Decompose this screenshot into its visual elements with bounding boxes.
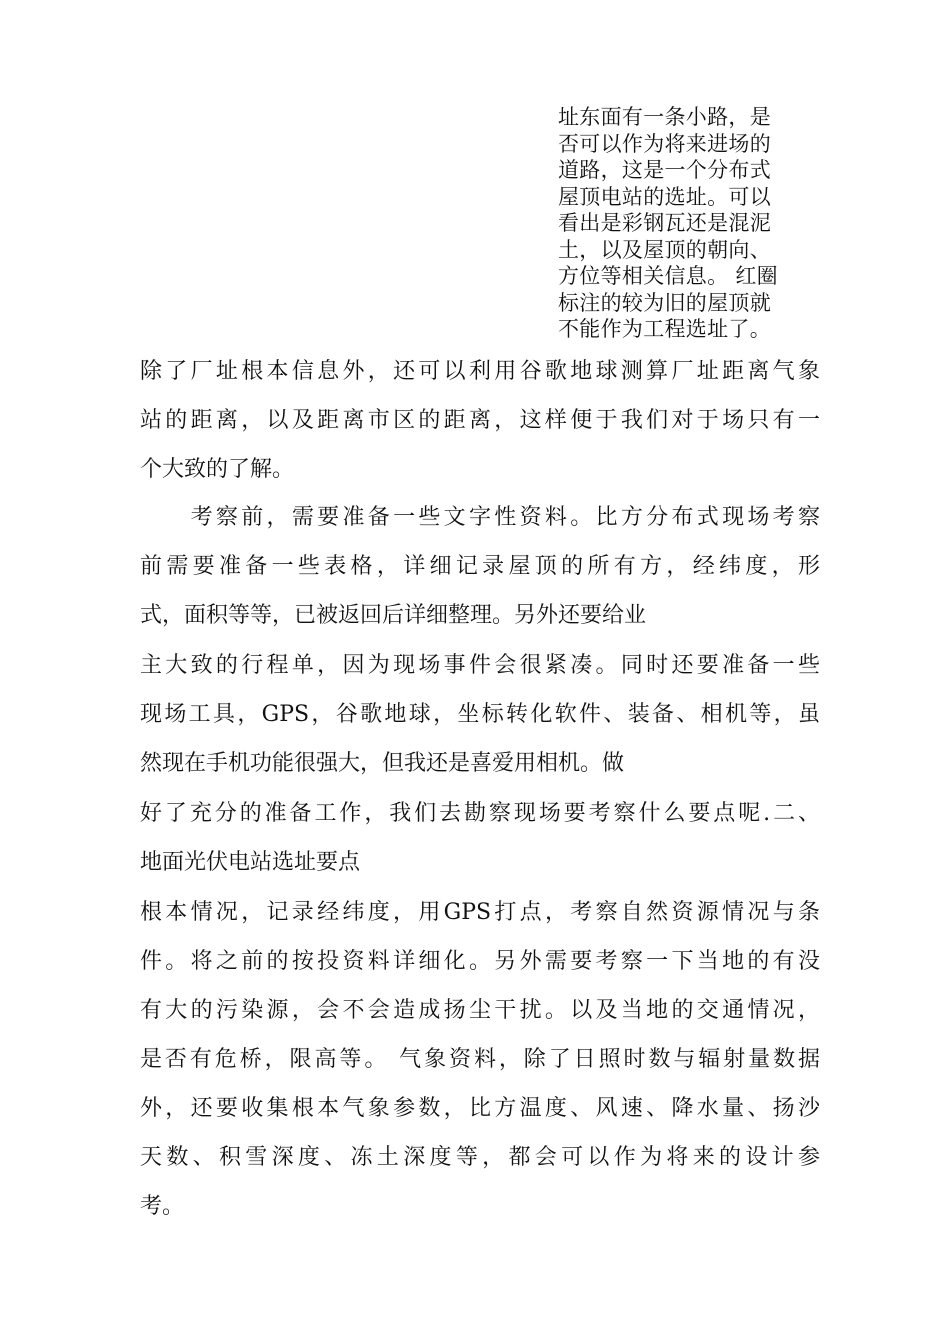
section-heading: 地面光伏电站选址要点 (140, 850, 361, 875)
caption-line: 道路，这是一个分布式 (558, 158, 771, 182)
text-line: 现场工具，GPS，谷歌地球，坐标转化软件、装备、相机等，虽 (140, 702, 820, 727)
caption-line: 标注的较为旧的屋顶就 (558, 290, 771, 315)
text-line: 有大的污染源，会不会造成扬尘干扰。以及当地的交通情况， (140, 998, 820, 1023)
caption-line: 看出是彩钢瓦还是混泥 (558, 211, 771, 235)
caption-line: 屋顶电站的选址。可以 (558, 184, 771, 209)
text-line: 除了厂址根本信息外，还可以利用谷歌地球测算厂址距离气象 (140, 359, 820, 384)
text-line: 外，还要收集根本气象参数，比方温度、风速、降水量、扬沙 (140, 1096, 820, 1121)
text-line: 个大致的了解。 (140, 457, 295, 482)
text-line: 根本情况，记录经纬度，用GPS打点，考察自然资源情况与条 (140, 900, 820, 925)
text-line: 然现在手机功能很强大，但我还是喜爱用相机。做 (140, 751, 625, 776)
caption-line: 址东面有一条小路，是 (558, 105, 771, 129)
caption-line: 不能作为工程选址了。 (558, 317, 771, 341)
text-line: 考。 (140, 1194, 185, 1219)
caption-line: 土，以及屋顶的朝向、 (558, 237, 771, 262)
text-line: 件。将之前的按投资料详细化。另外需要考察一下当地的有没 (140, 949, 820, 974)
text-line: 是否有危桥，限高等。 气象资料，除了日照时数与辐射量数据 (140, 1047, 820, 1072)
caption-line: 否可以作为将来进场的 (558, 131, 771, 156)
text-line: 考察前，需要准备一些文字性资料。比方分布式现场考察 (140, 505, 820, 530)
text-line: 式，面积等等，已被返回后详细整理。另外还要给业 (140, 603, 647, 628)
text-line: 前需要准备一些表格，详细记录屋顶的所有方，经纬度，形 (140, 554, 820, 579)
text-line: 天数、积雪深度、冻土深度等，都会可以作为将来的设计参 (140, 1145, 820, 1170)
image-caption (558, 104, 828, 343)
text-line: 好了充分的准备工作，我们去勘察现场要考察什么要点呢.二、 (140, 801, 820, 826)
caption-line: 方位等相关信息。 红圈 (558, 264, 778, 288)
text-line: 主大致的行程单，因为现场事件会很紧凑。同时还要准备一些 (140, 653, 820, 678)
text-line: 站的距离，以及距离市区的距离，这样便于我们对于场只有一 (140, 408, 820, 433)
